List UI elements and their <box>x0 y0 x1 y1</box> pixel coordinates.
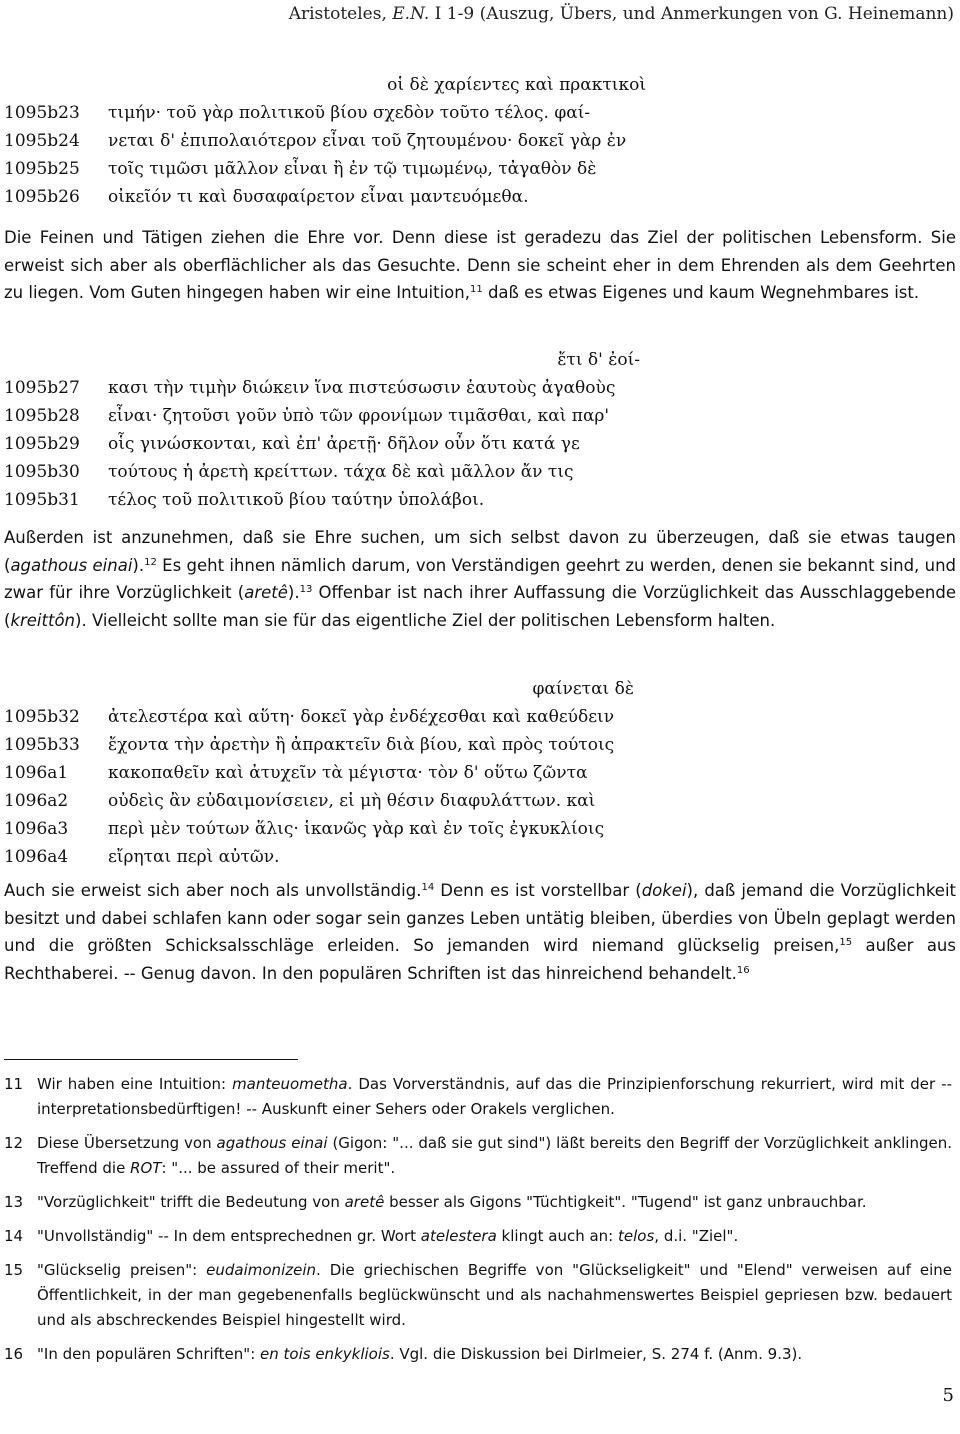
line-reference: 1095b33 <box>4 735 80 755</box>
line-reference: 1096a3 <box>4 819 69 839</box>
line-reference: 1095b31 <box>4 490 80 510</box>
footnote-marker: 15 <box>839 937 853 948</box>
text-run: daß es etwas Eigenes und kaum Wegnehmbares ist. <box>482 283 920 302</box>
footnote-marker: 13 <box>299 584 313 595</box>
greek-line <box>4 99 956 127</box>
greek-line <box>4 843 956 871</box>
italic-term: kreittôn <box>10 610 76 630</box>
text-run: "Glückselig preisen": <box>37 1261 207 1279</box>
footnote-number: 11 <box>4 1075 24 1093</box>
greek-text: εἴρηται περὶ αὐτῶν. <box>108 847 280 867</box>
text-run: ). <box>287 583 300 602</box>
footnote-rule <box>4 1059 298 1060</box>
greek-lines <box>4 703 956 871</box>
text-run: Diese Übersetzung von <box>37 1134 217 1152</box>
text-run: besser als Gigons "Tüchtigkeit". "Tugend" ist ganz unbrauchbar. <box>384 1193 867 1211</box>
footnotes <box>4 1072 952 1376</box>
greek-line <box>4 486 956 514</box>
greek-text: τιμήν· τοῦ γὰρ πολιτικοῦ βίου σχεδὸν τοῦτο τέλος. φαί- <box>108 103 591 123</box>
running-head-rest: I 1-9 (Auszug, Übers, und Anmerkungen von G. Heinemann) <box>429 4 954 24</box>
greek-line <box>4 815 956 843</box>
running-head-author: Aristoteles, <box>288 4 393 24</box>
line-reference: 1096a2 <box>4 791 69 811</box>
running-head <box>289 4 954 24</box>
text-run: Denn es ist vorstellbar ( <box>434 881 642 900</box>
line-reference: 1095b30 <box>4 462 80 482</box>
text-run: klingt auch an: <box>496 1227 618 1245</box>
text-run: "Vorzüglichkeit" trifft die Bedeutung von <box>37 1193 345 1211</box>
passage-1 <box>4 71 956 211</box>
greek-line <box>4 127 956 155</box>
greek-line <box>4 703 956 731</box>
footnote-text <box>37 1131 952 1181</box>
text-run: (Gigon: "... daß sie gut sind") läßt bereits den Begriff der Vorzüglichkeit anklingen. Treffend die <box>37 1134 953 1177</box>
footnote-text <box>37 1072 952 1122</box>
greek-line <box>4 731 956 759</box>
greek-lead: οἱ δὲ χαρίεντες καὶ πρακτικοὶ <box>387 75 646 95</box>
text-run: außer aus Rechthaberei. -- Genug davon. In den populären Schriften ist das hinreichend behandelt. <box>4 936 956 983</box>
line-reference: 1095b28 <box>4 406 80 426</box>
footnote-marker: 14 <box>421 882 435 893</box>
text-run: Offenbar ist nach ihrer Auffassung die Vorzüglichkeit das Ausschlaggebende ( <box>4 583 956 630</box>
greek-text: κακοπαθεῖν καὶ ἀτυχεῖν τὰ μέγιστα· τὸν δ' οὕτω ζῶντα <box>108 763 588 783</box>
greek-text: τοῖς τιμῶσι μᾶλλον εἶναι ἢ ἐν τῷ τιμωμένῳ, τἀγαθὸν δὲ <box>108 159 597 179</box>
line-reference: 1095b25 <box>4 159 80 179</box>
italic-term: dokei <box>641 881 687 900</box>
footnote <box>4 1190 952 1215</box>
passage-2 <box>4 346 956 514</box>
greek-text: περὶ μὲν τούτων ἅλις· ἱκανῶς γὰρ καὶ ἐν τοῖς ἐγκυκλίοις <box>108 819 605 839</box>
footnote-number: 13 <box>4 1193 24 1211</box>
footnote-text <box>37 1258 952 1333</box>
greek-text: κασι τὴν τιμὴν διώκειν ἵνα πιστεύσωσιν ἑαυτοὺς ἀγαθοὺς <box>108 378 616 398</box>
text-run: ). <box>132 555 145 575</box>
text-run: Es geht ihnen nämlich darum, von Verständigen geehrt zu werden, denen sie bekannt sind, und zwar für ihre Vorzüglichkeit ( <box>4 555 956 602</box>
italic-term: aretê <box>244 583 288 602</box>
greek-line <box>4 183 956 211</box>
line-reference: 1095b24 <box>4 131 80 151</box>
italic-term: agathous einai <box>10 555 133 575</box>
footnote-text <box>37 1342 952 1367</box>
greek-text: τούτους ἡ ἀρετὴ κρείττων. τάχα δὲ καὶ μᾶλλον ἄν τις <box>108 462 574 482</box>
text-run: ). Vielleicht sollte man sie für das eigentliche Ziel der politischen Lebensform halten. <box>75 610 776 630</box>
footnote-marker: 12 <box>144 556 157 568</box>
line-reference: 1095b23 <box>4 103 80 123</box>
footnote <box>4 1258 952 1333</box>
greek-text: οὐδεὶς ἂν εὐδαιμονίσειεν, εἰ μὴ θέσιν διαφυλάττων. καὶ <box>108 791 596 811</box>
greek-line <box>4 155 956 183</box>
line-reference: 1095b29 <box>4 434 80 454</box>
translation-1 <box>4 224 956 307</box>
text-run: : "... be assured of their merit". <box>161 1159 396 1177</box>
translation-3 <box>4 877 956 987</box>
footnote-number: 16 <box>4 1345 24 1363</box>
footnote-marker: 11 <box>469 284 483 295</box>
italic-term: ROT <box>130 1159 162 1177</box>
footnote-number: 15 <box>4 1261 24 1279</box>
line-reference: 1096a1 <box>4 763 69 783</box>
footnote <box>4 1072 952 1122</box>
greek-lines <box>4 374 956 514</box>
translation-paragraph <box>4 524 956 634</box>
italic-term: en tois enkykliois <box>260 1345 390 1363</box>
greek-line <box>4 430 956 458</box>
greek-lead: ἔτι δ' ἐοί- <box>557 350 640 370</box>
greek-line <box>4 374 956 402</box>
italic-term: eudaimonizein <box>206 1261 317 1279</box>
text-run: Außerden ist anzunehmen, daß sie Ehre suchen, um sich selbst davon zu überzeugen, daß sie etwas taugen ( <box>4 528 956 575</box>
line-reference: 1095b26 <box>4 187 80 207</box>
italic-term: manteuometha <box>232 1075 348 1093</box>
greek-line <box>4 759 956 787</box>
text-run: "Unvollständig" -- In dem entsprechednen gr. Wort <box>37 1227 421 1245</box>
greek-text: νεται δ' ἐπιπολαιότερον εἶναι τοῦ ζητουμένου· δοκεῖ γὰρ ἐν <box>108 131 627 151</box>
footnote <box>4 1131 952 1181</box>
greek-lead: φαίνεται δὲ <box>532 679 634 699</box>
line-reference: 1095b27 <box>4 378 80 398</box>
greek-text: ἔχοντα τὴν ἀρετὴν ἢ ἀπρακτεῖν διὰ βίου, καὶ πρὸς τούτοις <box>108 735 615 755</box>
footnote-text <box>37 1190 952 1215</box>
text-run: Auch sie erweist sich aber noch als unvollständig. <box>4 881 422 900</box>
text-run: . Das Vorverständnis, auf das die Prinzipienforschung rekurriert, wird mit der -- interpretationsbedürftigen! -- Auskunft einer Sehers oder Orakels verglichen. <box>37 1075 952 1118</box>
line-reference: 1095b32 <box>4 707 80 727</box>
italic-term: atelestera <box>420 1227 497 1245</box>
footnote-number: 12 <box>4 1134 24 1152</box>
footnote <box>4 1224 952 1249</box>
greek-lines <box>4 99 956 211</box>
text-run: , d.i. "Ziel". <box>654 1227 739 1245</box>
greek-line <box>4 458 956 486</box>
greek-line <box>4 402 956 430</box>
footnote-number: 14 <box>4 1227 24 1245</box>
footnote <box>4 1342 952 1367</box>
italic-term: agathous einai <box>216 1134 328 1152</box>
text-run: . Vgl. die Diskussion bei Dirlmeier, S. 274 f. (Anm. 9.3). <box>389 1345 803 1363</box>
greek-text: ἀτελεστέρα καὶ αὕτη· δοκεῖ γὰρ ἐνδέχεσθαι καὶ καθεύδειν <box>108 707 615 727</box>
text-run: ), daß jemand die Vorzüglichkeit besitzt und dabei schlafen kann oder sogar sein ganzes Leben untätig bleiben, überdies von Übeln geplagt werden und die größten Schicksalsschläge erleiden. So jemanden wird niemand glückselig preisen, <box>4 881 956 955</box>
greek-text: εἶναι· ζητοῦσι γοῦν ὑπὸ τῶν φρονίμων τιμᾶσθαι, καὶ παρ' <box>108 406 610 426</box>
passage-3 <box>4 675 956 871</box>
greek-text: οἷς γινώσκονται, καὶ ἐπ' ἀρετῇ· δῆλον οὖν ὅτι κατά γε <box>108 434 580 454</box>
greek-text: τέλος τοῦ πολιτικοῦ βίου ταύτην ὑπολάβοι. <box>108 490 485 510</box>
text-run: . Die griechischen Begriffe von "Glückseligkeit" und "Elend" verweisen auf eine Öffentlichkeit, in der man gegebenenfalls beglückwünscht und als nachahmenswertes Beispiel gepriesen bzw. bedauert und als abschreckendes Beispiel hingestellt wird. <box>37 1261 953 1329</box>
footnote-marker: 16 <box>736 964 750 976</box>
text-run: Die Feinen und Tätigen ziehen die Ehre vor. Denn diese ist geradezu das Ziel der politischen Lebensform. Sie erweist sich aber als oberflächlicher als das Gesuchte. Denn sie scheint eher in dem Ehrenden als dem Geehrten zu liegen. Vom Guten hingegen haben wir eine Intuition, <box>4 228 956 302</box>
line-reference: 1096a4 <box>4 847 69 867</box>
page-number: 5 <box>942 1385 954 1406</box>
italic-term: telos <box>618 1227 655 1245</box>
greek-line <box>4 787 956 815</box>
greek-text: οἰκεῖόν τι καὶ δυσαφαίρετον εἶναι μαντευόμεθα. <box>108 187 529 207</box>
footnote-text <box>37 1224 952 1249</box>
running-head-work: E.N. <box>392 4 430 24</box>
text-run: Wir haben eine Intuition: <box>37 1075 233 1093</box>
italic-term: aretê <box>344 1193 385 1211</box>
text-run: "In den populären Schriften": <box>37 1345 261 1363</box>
translation-paragraph <box>4 877 956 987</box>
translation-paragraph <box>4 224 956 307</box>
translation-2 <box>4 524 956 634</box>
